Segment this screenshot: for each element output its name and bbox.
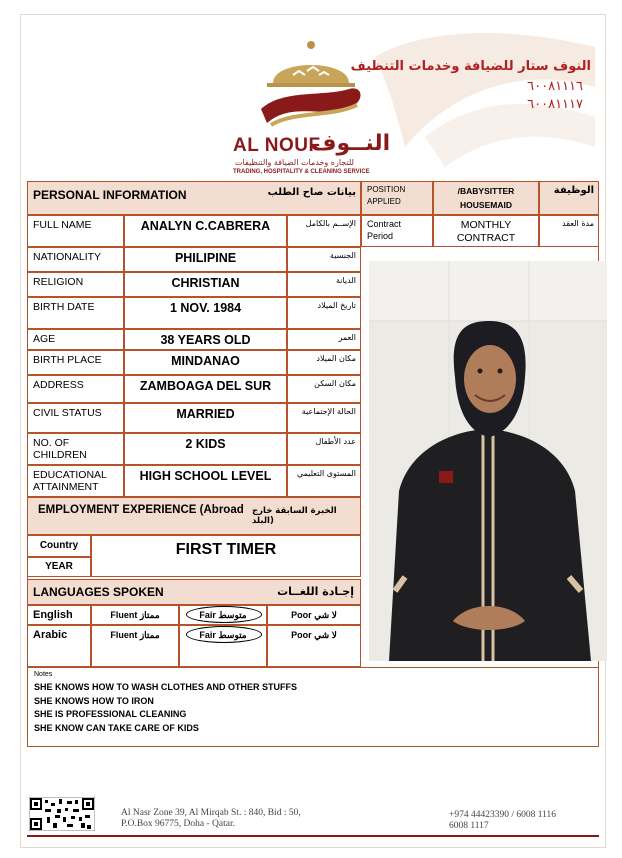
employment-title: EMPLOYMENT EXPERIENCE (Abroad — [38, 504, 244, 516]
field-label: AGE — [27, 329, 124, 350]
note-line: SHE KNOWS HOW TO IRON — [34, 695, 154, 706]
note-line: SHE KNOWS HOW TO WASH CLOTHES AND OTHER STUFFS — [34, 682, 297, 692]
note-line: SHE IS PROFESSIONAL CLEANING — [34, 709, 187, 719]
field-value: ANALYN C.CABRERA — [124, 215, 287, 247]
company-name-ar: النوف ستار للضيافة وخدمات التنظيف — [350, 59, 591, 74]
brand-name-en: AL NOUF — [233, 135, 321, 156]
qr-code-icon — [29, 797, 95, 831]
field-value: ZAMBOAGA DEL SUR — [124, 375, 287, 403]
position-value: /BABYSITTER HOUSEMAID — [433, 181, 539, 215]
field-label-ar: عدد الأطفال — [287, 433, 361, 465]
employment-value: FIRST TIMER — [91, 535, 361, 577]
brand-subtitle-en: TRADING, HOSPITALITY & CLEANING SERVICE — [233, 169, 370, 175]
note-line: SHE KNOW CAN TAKE CARE OF KIDS — [34, 722, 199, 733]
field-label-ar: الحالة الإجتماعية — [287, 403, 361, 433]
language-fair: Fair متوسط — [179, 605, 267, 625]
language-name: Arabic — [27, 625, 91, 667]
field-value: 1 NOV. 1984 — [124, 297, 287, 329]
field-label: BIRTH PLACE — [27, 350, 124, 375]
language-poor: Poor لا شي — [267, 605, 361, 625]
phone-2: ٦٠٠٨١١١٧ — [527, 97, 583, 112]
field-label: NO. OF CHILDREN — [27, 433, 124, 465]
field-value: PHILIPINE — [124, 247, 287, 272]
footer-address-1: Al Nasr Zone 39, Al Mirqab St. : 840, Bid : 50, — [121, 808, 301, 818]
languages-title-ar: إجـادة اللغــات — [277, 585, 354, 598]
notes-section — [27, 667, 599, 747]
field-value: 38 YEARS OLD — [124, 329, 287, 350]
employment-title-ar: الخبرة السابقة خارج البلد) — [252, 506, 337, 526]
personal-info-title: PERSONAL INFORMATION — [33, 188, 187, 202]
footer-rule — [27, 835, 599, 837]
field-value: HIGH SCHOOL LEVEL — [124, 465, 287, 497]
field-label-ar: الديانة — [287, 272, 361, 297]
contract-label-ar: مدة العقد — [539, 215, 599, 247]
selected-level-circle — [186, 606, 262, 623]
language-fluent: Fluent ممتاز — [91, 605, 179, 625]
field-value: 2 KIDS — [124, 433, 287, 465]
language-poor: Poor لا شي — [267, 625, 361, 667]
field-label-ar: العمر — [287, 329, 361, 350]
field-value: MARRIED — [124, 403, 287, 433]
country-label: Country — [27, 535, 91, 557]
position-label-ar: الوظيفة — [539, 181, 599, 215]
field-label: BIRTH DATE — [27, 297, 124, 329]
field-label: FULL NAME — [27, 215, 124, 247]
footer-address-2: P.O.Box 96775, Doha - Qatar. — [121, 819, 235, 829]
field-value: CHRISTIAN — [124, 272, 287, 297]
field-label-ar: تاريخ الميلاد — [287, 297, 361, 329]
notes-title: Notes — [34, 671, 53, 678]
languages-header — [27, 579, 361, 605]
field-label: RELIGION — [27, 272, 124, 297]
field-label-ar: مكان الميلاد — [287, 350, 361, 375]
field-value: MINDANAO — [124, 350, 287, 375]
personal-info-header — [27, 181, 361, 215]
brand-name-ar: النــوف — [311, 131, 391, 156]
employment-header — [27, 497, 361, 535]
footer-phones-1: +974 44423390 / 6008 1116 — [449, 810, 557, 820]
cv-page — [20, 14, 606, 848]
contract-label: Contract Period — [361, 215, 433, 247]
field-label-ar: المستوى التعليمي — [287, 465, 361, 497]
logo-icon — [253, 39, 373, 135]
contract-value: MONTHLY CONTRACT — [433, 215, 539, 247]
phone-1: ٦٠٠٨١١١٦ — [527, 79, 583, 94]
personal-info-title-ar: بيانات صاح الطلب — [267, 187, 356, 198]
selected-level-circle — [186, 626, 262, 643]
brand-subtitle-ar: للتجاره وخدمات الضيافة والتنظيفات — [235, 158, 354, 167]
field-label: EDUCATIONAL ATTAINMENT — [27, 465, 124, 497]
applicant-photo-drawing — [369, 261, 607, 661]
field-label: CIVIL STATUS — [27, 403, 124, 433]
field-label-ar: الإســم بالكامل — [287, 215, 361, 247]
field-label: NATIONALITY — [27, 247, 124, 272]
position-label: POSITION APPLIED — [361, 181, 433, 215]
language-name: English — [27, 605, 91, 625]
language-fluent: Fluent ممتاز — [91, 625, 179, 667]
footer-phones-2: 6008 1117 — [449, 821, 489, 831]
language-fair: Fair متوسط — [179, 625, 267, 667]
year-label: YEAR — [27, 557, 91, 577]
field-label-ar: الجنسية — [287, 247, 361, 272]
applicant-photo — [369, 261, 607, 661]
languages-title: LANGUAGES SPOKEN — [33, 585, 164, 599]
field-label: ADDRESS — [27, 375, 124, 403]
field-label-ar: مكان السكن — [287, 375, 361, 403]
